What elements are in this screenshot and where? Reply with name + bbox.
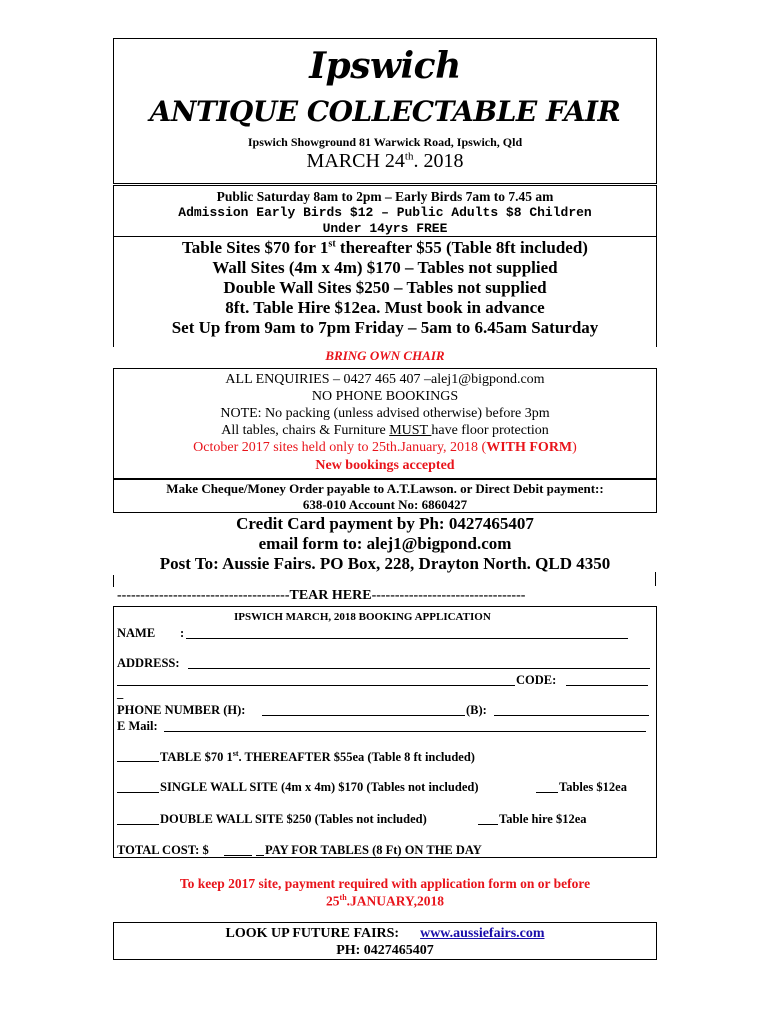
enquiries-box — [113, 368, 657, 479]
single-wall-qty-field[interactable] — [117, 780, 159, 793]
total-cost-field[interactable] — [224, 843, 252, 856]
admission-hours: Public Saturday 8am to 2pm – Early Birds 7am to 7.45 am — [216, 189, 554, 204]
phone-label: PHONE NUMBER (H): — [117, 703, 246, 717]
name-colon: : — [180, 626, 185, 640]
floor-b: have floor protection — [431, 423, 549, 438]
option-double-wall-label: DOUBLE WALL SITE $250 (Tables not included) — [160, 812, 427, 826]
address-field-2[interactable] — [117, 673, 515, 686]
account-line: 638-010 Account No: 6860427 — [302, 497, 468, 512]
address-label: ADDRESS: — [117, 656, 180, 670]
option-table-label — [160, 749, 475, 765]
name-label: NAME — [117, 626, 156, 640]
tear-here-line: -------------------------------------TEAR HERE--------------------------------- — [117, 588, 526, 603]
double-wall-tables-field[interactable] — [478, 812, 498, 825]
double-wall-qty-field[interactable] — [117, 812, 159, 825]
phone-business-field[interactable] — [494, 703, 649, 716]
table-sites-sup: st — [328, 238, 336, 250]
email-form-line: email form to: alej1@bigpond.com — [258, 534, 512, 553]
credit-card-line: Credit Card payment by Ph: 0427465407 — [236, 514, 534, 533]
fair-subtitle: ANTIQUE COLLECTABLE FAIR — [149, 95, 621, 128]
fair-date — [114, 150, 656, 173]
admission-prices: Admission Early Birds $12 – Public Adults $8 Children — [178, 205, 592, 220]
opt1-a: TABLE $70 1 — [160, 750, 233, 765]
october-with-form: WITH FORM — [486, 440, 573, 455]
admission-box — [113, 185, 657, 237]
code-label: CODE: — [516, 673, 557, 687]
date-year: . 2018 — [413, 150, 464, 172]
footer-phone: PH: 0427465407 — [336, 943, 434, 958]
floor-must: MUST — [389, 423, 432, 438]
venue-address: Ipswich Showground 81 Warwick Road, Ipswich, Qld — [247, 135, 523, 149]
post-to-line: Post To: Aussie Fairs. PO Box, 228, Drayton North. QLD 4350 — [159, 554, 611, 573]
booking-form — [113, 606, 657, 858]
tear-left-tick — [113, 575, 114, 587]
phone-business-label: (B): — [466, 703, 487, 717]
keep-date-sup: th — [339, 893, 347, 902]
option-double-wall-tables: Table hire $12ea — [499, 812, 587, 826]
bring-chair-notice: BRING OWN CHAIR — [325, 348, 445, 363]
pay-on-day-note: PAY FOR TABLES (8 Ft) ON THE DAY — [265, 843, 482, 857]
total-cost-field-2[interactable] — [256, 843, 264, 856]
keep-site-line-1: To keep 2017 site, payment required with application form on or before — [179, 876, 591, 891]
website-link[interactable]: www.aussiefairs.com — [420, 926, 545, 941]
postcode-field[interactable] — [566, 673, 648, 686]
name-field[interactable] — [186, 626, 628, 639]
look-up-label: LOOK UP FUTURE FAIRS: — [225, 926, 400, 941]
admission-children: Under 14yrs FREE — [322, 221, 448, 236]
october-a: October 2017 sites held only to 25th.January, 2018 ( — [193, 440, 487, 455]
table-sites-a: Table Sites $70 for 1 — [182, 238, 329, 257]
header-box — [113, 38, 657, 184]
email-label: E Mail: — [117, 719, 158, 733]
double-wall-line: Double Wall Sites $250 – Tables not supplied — [223, 278, 547, 297]
footer-box — [113, 922, 657, 960]
date-main: MARCH 24 — [306, 150, 405, 172]
enquiries-line: ALL ENQUIRIES – 0427 465 407 –alej1@bigpond.com — [225, 372, 545, 387]
single-wall-tables-field[interactable] — [536, 780, 558, 793]
email-field[interactable] — [164, 719, 646, 732]
address-underscore-mark: _ — [117, 686, 124, 700]
form-title: IPSWICH MARCH, 2018 BOOKING APPLICATION — [234, 611, 491, 623]
phone-home-field[interactable] — [262, 703, 465, 716]
floor-a: All tables, chairs & Furniture — [221, 423, 390, 438]
setup-line: Set Up from 9am to 7pm Friday – 5am to 6.45am Saturday — [171, 318, 599, 337]
packing-note: NOTE: No packing (unless advised otherwise) before 3pm — [220, 406, 550, 421]
option-single-wall-tables: Tables $12ea — [559, 780, 627, 794]
table-qty-field[interactable] — [117, 749, 159, 762]
site-pricing — [113, 237, 657, 347]
future-fairs-line — [114, 926, 656, 942]
october-sites-note — [114, 440, 656, 456]
new-bookings-note: New bookings accepted — [315, 458, 455, 473]
october-c: ) — [572, 440, 577, 455]
keep-date-a: 25 — [326, 893, 340, 909]
cheque-line: Make Cheque/Money Order payable to A.T.Lawson. or Direct Debit payment:: — [166, 481, 604, 496]
no-phone-bookings: NO PHONE BOOKINGS — [311, 389, 459, 404]
option-single-wall-label: SINGLE WALL SITE (4m x 4m) $170 (Tables not included) — [160, 780, 479, 794]
payment-box — [113, 479, 657, 513]
total-cost-label: TOTAL COST: $ — [117, 843, 209, 857]
table-sites-b: thereafter $55 (Table 8ft included) — [335, 238, 588, 257]
keep-site-line-2 — [0, 893, 770, 910]
floor-protection-note — [114, 423, 656, 439]
fair-title: Ipswich — [309, 45, 461, 87]
wall-sites-line: Wall Sites (4m x 4m) $170 – Tables not supplied — [212, 258, 558, 277]
address-field-1[interactable] — [188, 656, 650, 669]
keep-date-b: .JANUARY,2018 — [346, 893, 444, 909]
tear-right-tick — [655, 572, 656, 586]
date-sup: th — [404, 150, 414, 163]
opt1-sup: st — [232, 749, 239, 758]
table-sites-line — [114, 238, 656, 258]
table-hire-line: 8ft. Table Hire $12ea. Must book in advance — [225, 298, 545, 317]
opt1-b: . THEREAFTER $55ea (Table 8 ft included) — [238, 750, 475, 765]
